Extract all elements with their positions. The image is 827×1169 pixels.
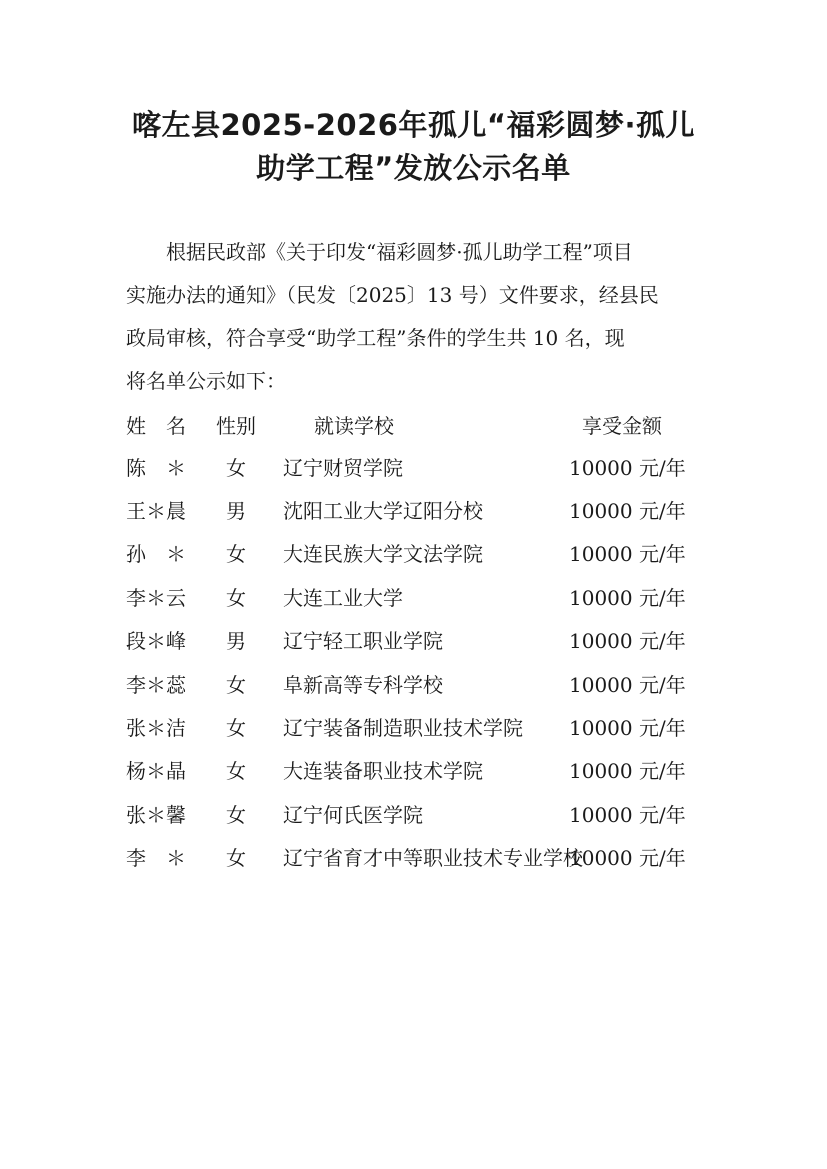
table-row <box>0 800 827 830</box>
student-name: 张＊馨 <box>126 803 186 827</box>
student-school: 辽宁何氏医学院 <box>283 803 423 827</box>
student-amount: 10000 元/年 <box>569 499 686 523</box>
student-amount: 10000 元/年 <box>569 673 686 697</box>
student-name: 李 ＊ <box>126 846 186 870</box>
header-school: 就读学校 <box>314 414 394 438</box>
student-name: 杨＊晶 <box>126 759 186 783</box>
student-school: 大连民族大学文法学院 <box>283 542 483 566</box>
table-row <box>0 756 827 786</box>
header-gender: 性别 <box>216 414 256 438</box>
intro-paragraph-line-4: 将名单公示如下： <box>126 369 286 393</box>
student-name: 陈 ＊ <box>126 456 186 480</box>
document-title-line-1: 喀左县2025-2026年孤儿“福彩圆梦·孤儿 <box>131 108 696 142</box>
student-gender: 男 <box>226 629 246 653</box>
table-header-row <box>0 411 827 441</box>
student-amount: 10000 元/年 <box>569 803 686 827</box>
table-row <box>0 713 827 743</box>
student-name: 王＊晨 <box>126 499 186 523</box>
student-name: 张＊洁 <box>126 716 186 740</box>
student-school: 辽宁轻工职业学院 <box>283 629 443 653</box>
student-school: 辽宁装备制造职业技术学院 <box>283 716 523 740</box>
table-row <box>0 626 827 656</box>
intro-paragraph-line-2: 实施办法的通知》（民发〔2025〕13 号）文件要求，经县民 <box>126 283 659 307</box>
document-title-line-2: 助学工程”发放公示名单 <box>256 151 571 185</box>
student-amount: 10000 元/年 <box>569 716 686 740</box>
header-name: 姓 名 <box>126 414 186 438</box>
student-name: 李＊云 <box>126 586 186 610</box>
student-name: 孙 ＊ <box>126 542 186 566</box>
student-gender: 女 <box>226 846 246 870</box>
student-amount: 10000 元/年 <box>569 456 686 480</box>
student-gender: 女 <box>226 673 246 697</box>
student-amount: 10000 元/年 <box>569 759 686 783</box>
student-school: 辽宁省育才中等职业技术专业学校 <box>283 846 583 870</box>
student-gender: 女 <box>226 803 246 827</box>
student-school: 大连装备职业技术学院 <box>283 759 483 783</box>
student-amount: 10000 元/年 <box>569 629 686 653</box>
student-school: 大连工业大学 <box>283 586 403 610</box>
table-row <box>0 453 827 483</box>
table-row <box>0 843 827 873</box>
intro-paragraph-line-3: 政局审核，符合享受“助学工程”条件的学生共 10 名，现 <box>126 326 625 350</box>
table-row <box>0 496 827 526</box>
student-school: 辽宁财贸学院 <box>283 456 403 480</box>
student-gender: 男 <box>226 499 246 523</box>
intro-paragraph-line-1: 根据民政部《关于印发“福彩圆梦·孤儿助学工程”项目 <box>126 240 633 264</box>
table-row <box>0 670 827 700</box>
student-gender: 女 <box>226 586 246 610</box>
student-gender: 女 <box>226 759 246 783</box>
table-row <box>0 583 827 613</box>
student-gender: 女 <box>226 456 246 480</box>
student-amount: 10000 元/年 <box>569 846 686 870</box>
table-row <box>0 539 827 569</box>
student-name: 李＊蕊 <box>126 673 186 697</box>
student-amount: 10000 元/年 <box>569 586 686 610</box>
student-amount: 10000 元/年 <box>569 542 686 566</box>
student-gender: 女 <box>226 716 246 740</box>
header-amount: 享受金额 <box>582 414 662 438</box>
student-name: 段＊峰 <box>126 629 186 653</box>
student-gender: 女 <box>226 542 246 566</box>
student-school: 阜新高等专科学校 <box>283 673 443 697</box>
student-school: 沈阳工业大学辽阳分校 <box>283 499 483 523</box>
